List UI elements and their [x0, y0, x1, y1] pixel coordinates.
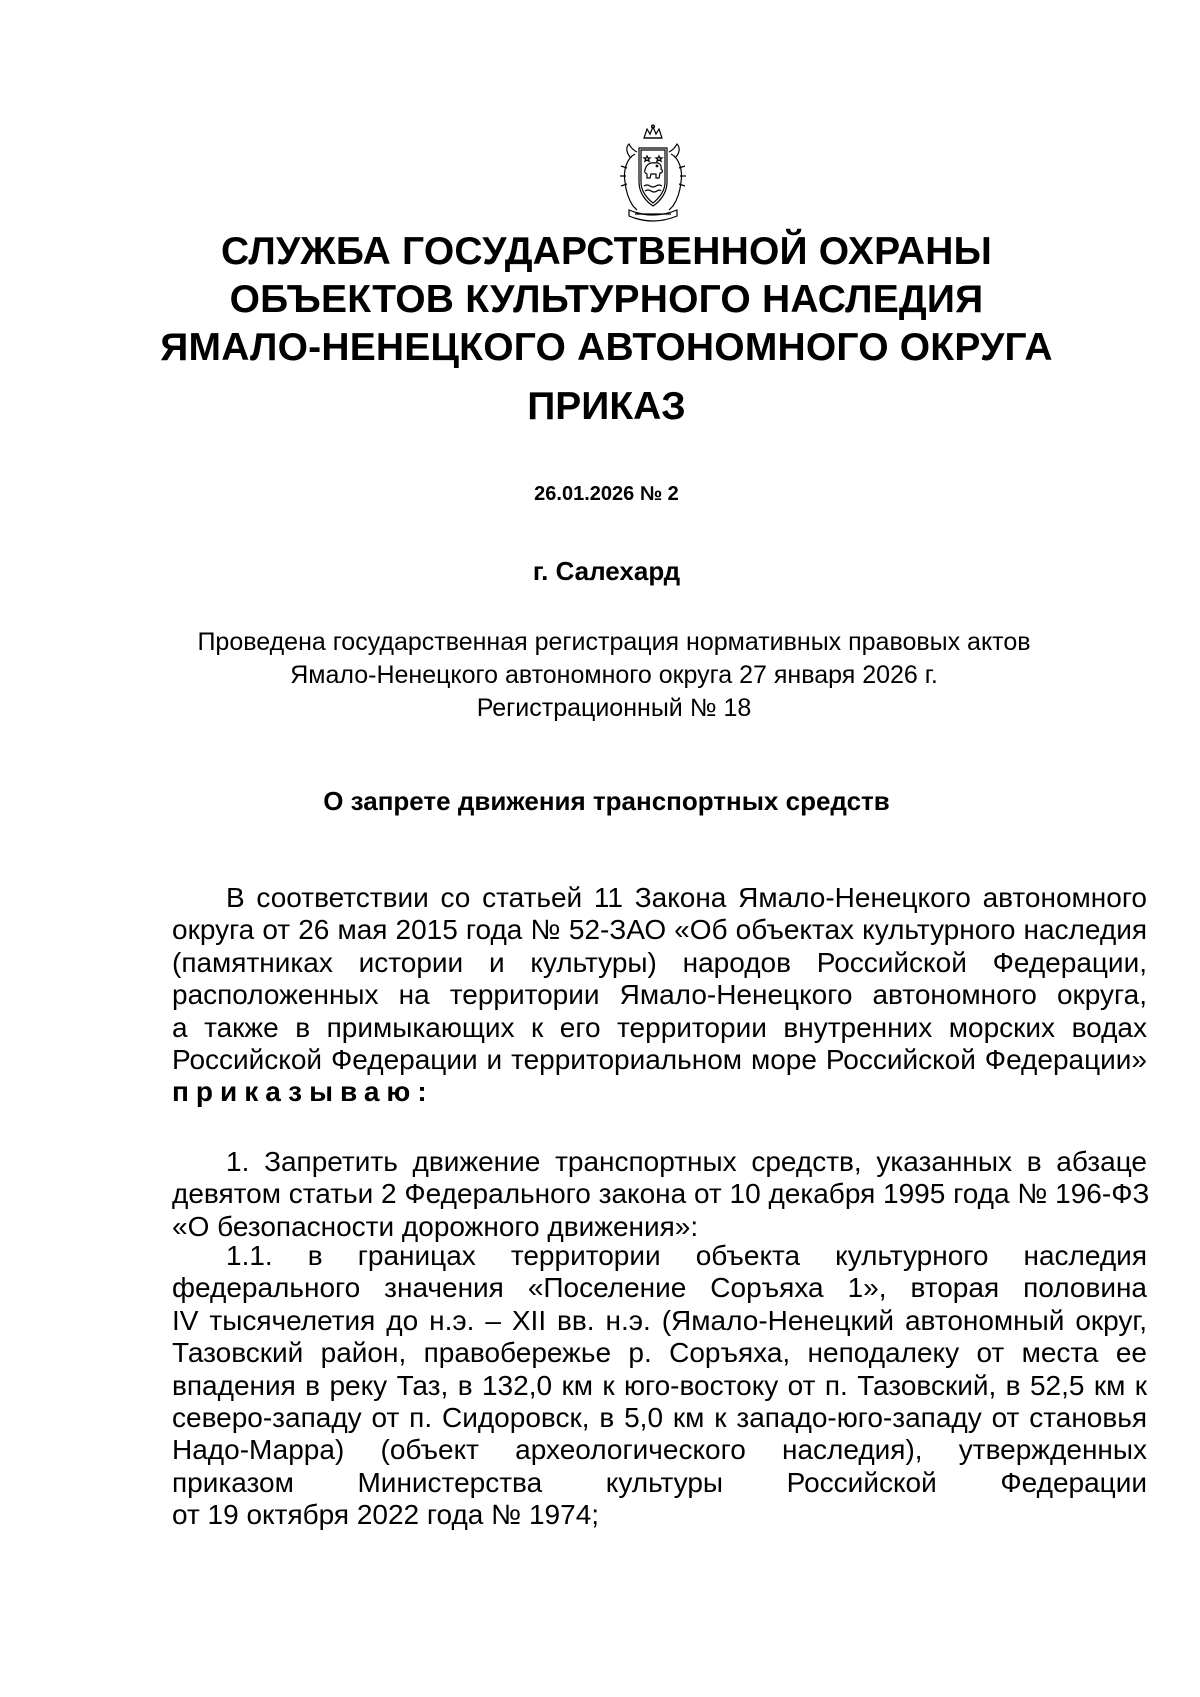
document-type: ПРИКАЗ	[527, 385, 686, 428]
registration-line-1: Проведена государственная регистрация нормативных правовых актов	[197, 628, 1031, 656]
preamble-line: расположенных на территории Ямало-Ненецкого автономного округа,	[172, 979, 1147, 1011]
organization-title-line-1: СЛУЖБА ГОСУДАРСТВЕННОЙ ОХРАНЫ	[221, 230, 992, 273]
coat-of-arms-icon	[613, 124, 693, 227]
item-1-paragraph	[172, 1146, 1150, 1243]
item-1-1-line: впадения в реку Таз, в 132,0 км к юго-востоку от п. Тазовский, в 52,5 км к	[172, 1369, 1147, 1401]
registration-line-2: Ямало-Ненецкого автономного округа 27 января 2026 г.	[290, 661, 938, 689]
document-city: г. Салехард	[532, 556, 681, 586]
item-1-1-line: северо-западу от п. Сидоровск, в 5,0 км к западо-юго-западу от становья	[172, 1401, 1147, 1433]
organization-title	[0, 228, 1200, 372]
item-1-1-line: от 19 октября 2022 года № 1974;	[172, 1499, 600, 1531]
item-1-line: «О безопасности дорожного движения»:	[172, 1210, 699, 1242]
item-1-1-line: федерального значения «Поселение Соръяха 1», вторая половина	[172, 1272, 1147, 1304]
preamble-paragraph	[172, 882, 1147, 1109]
preamble-line: В соответствии со статьей 11 Закона Ямало-Ненецкого автономного	[226, 882, 1147, 913]
registration-note	[0, 626, 1200, 725]
document-subject: О запрете движения транспортных средств	[323, 786, 890, 816]
organization-title-line-2: ОБЪЕКТОВ КУЛЬТУРНОГО НАСЛЕДИЯ	[229, 278, 984, 321]
item-1-1-paragraph	[172, 1240, 1147, 1532]
item-1-1-line: приказом Министерства культуры Российской Федерации	[172, 1466, 1147, 1498]
preamble-line: Российской Федерации и территориальном море Российской Федерации»	[172, 1043, 1147, 1075]
item-1-line: 1. Запретить движение транспортных средств, указанных в абзаце	[226, 1146, 1147, 1177]
registration-line-3: Регистрационный № 18	[476, 694, 752, 722]
item-1-1-line: IV тысячелетия до н.э. – XII вв. н.э. (Ямало-Ненецкий автономный округ,	[172, 1304, 1147, 1336]
document-date-number: 26.01.2026 № 2	[534, 483, 679, 505]
item-1-1-line: Надо-Марра) (объект археологического наследия), утвержденных	[172, 1434, 1147, 1466]
item-1-1-line: Тазовский район, правобережье р. Соръяха, неподалеку от места ее	[172, 1337, 1147, 1369]
preamble-line: а также в примыкающих к его территории внутренних морских водах	[172, 1011, 1147, 1043]
organization-title-line-3: ЯМАЛО-НЕНЕЦКОГО АВТОНОМНОГО ОКРУГА	[160, 326, 1053, 369]
item-1-1-line: 1.1. в границах территории объекта культурного наследия	[226, 1240, 1147, 1271]
item-1-line: девятом статьи 2 Федерального закона от 10 декабря 1995 года № 196-ФЗ	[172, 1178, 1150, 1210]
preamble-line: округа от 26 мая 2015 года № 52-ЗАО «Об объектах культурного наследия	[172, 914, 1147, 946]
preamble-line: (памятниках истории и культуры) народов Российской Федерации,	[172, 946, 1147, 978]
orders-word: приказываю:	[172, 1076, 434, 1108]
